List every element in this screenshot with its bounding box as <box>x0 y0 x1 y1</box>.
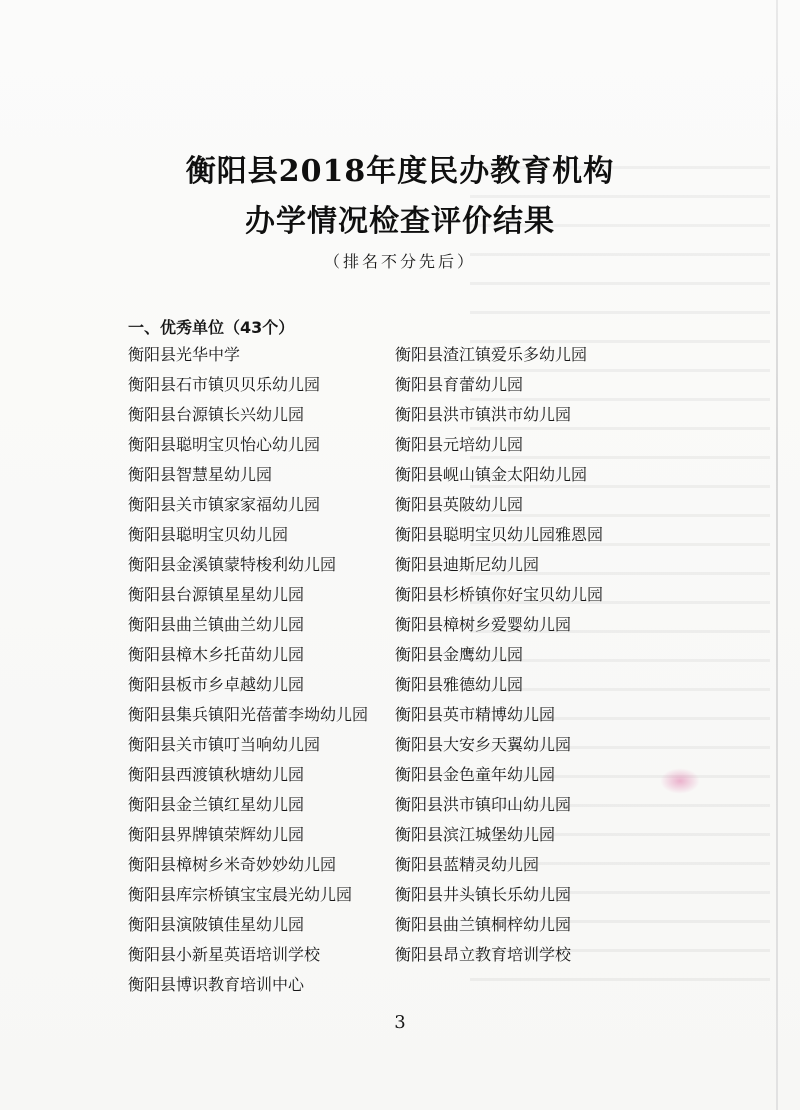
list-item: 衡阳县昂立教育培训学校 <box>395 945 572 964</box>
list-item: 衡阳县大安乡天翼幼儿园 <box>395 735 572 754</box>
list-item: 衡阳县关市镇叮当响幼儿园 <box>128 735 321 754</box>
list-item: 衡阳县西渡镇秋塘幼儿园 <box>128 765 305 784</box>
list-item: 衡阳县英陂幼儿园 <box>395 495 524 514</box>
list-item: 衡阳县元培幼儿园 <box>395 435 524 454</box>
ink-stain <box>660 768 700 794</box>
list-item: 衡阳县井头镇长乐幼儿园 <box>395 885 572 904</box>
list-item: 衡阳县金色童年幼儿园 <box>395 765 556 784</box>
list-item: 衡阳县博识教育培训中心 <box>128 975 305 994</box>
left-column-list <box>128 340 368 1000</box>
list-item: 衡阳县台源镇长兴幼儿园 <box>128 405 305 424</box>
list-item: 衡阳县集兵镇阳光蓓蕾李坳幼儿园 <box>128 705 369 724</box>
right-column-list <box>395 340 603 970</box>
list-item: 衡阳县曲兰镇曲兰幼儿园 <box>128 615 305 634</box>
list-item: 衡阳县关市镇家家福幼儿园 <box>128 495 321 514</box>
list-item: 衡阳县蓝精灵幼儿园 <box>395 855 540 874</box>
list-item: 衡阳县樟树乡米奇妙妙幼儿园 <box>128 855 337 874</box>
list-item: 衡阳县界牌镇荣辉幼儿园 <box>128 825 305 844</box>
list-item: 衡阳县杉桥镇你好宝贝幼儿园 <box>395 585 604 604</box>
list-item: 衡阳县樟木乡托苗幼儿园 <box>128 645 305 664</box>
list-item: 衡阳县聪明宝贝幼儿园雅恩园 <box>395 525 604 544</box>
section-heading: 一、优秀单位（43个） <box>128 318 295 337</box>
list-item: 衡阳县迪斯尼幼儿园 <box>395 555 540 574</box>
list-item: 衡阳县洪市镇印山幼儿园 <box>395 795 572 814</box>
list-item: 衡阳县曲兰镇桐梓幼儿园 <box>395 915 572 934</box>
list-item: 衡阳县滨江城堡幼儿园 <box>395 825 556 844</box>
page-number: 3 <box>394 1012 406 1033</box>
list-item: 衡阳县金溪镇蒙特梭利幼儿园 <box>128 555 337 574</box>
document-subtitle: （排名不分先后） <box>323 252 476 271</box>
list-item: 衡阳县渣江镇爱乐多幼儿园 <box>395 345 588 364</box>
list-item: 衡阳县育蕾幼儿园 <box>395 375 524 394</box>
list-item: 衡阳县英市精博幼儿园 <box>395 705 556 724</box>
list-item: 衡阳县光华中学 <box>128 345 241 364</box>
list-item: 衡阳县聪明宝贝幼儿园 <box>128 525 289 544</box>
list-item: 衡阳县小新星英语培训学校 <box>128 945 321 964</box>
list-item: 衡阳县雅德幼儿园 <box>395 675 524 694</box>
list-item: 衡阳县樟树乡爱婴幼儿园 <box>395 615 572 634</box>
list-item: 衡阳县台源镇星星幼儿园 <box>128 585 305 604</box>
document-title-line-1: 衡阳县2018年度民办教育机构 <box>185 154 615 189</box>
list-item: 衡阳县岘山镇金太阳幼儿园 <box>395 465 588 484</box>
list-item: 衡阳县金鹰幼儿园 <box>395 645 524 664</box>
list-item: 衡阳县洪市镇洪市幼儿园 <box>395 405 572 424</box>
list-item: 衡阳县石市镇贝贝乐幼儿园 <box>128 375 321 394</box>
list-item: 衡阳县智慧星幼儿园 <box>128 465 273 484</box>
list-item: 衡阳县聪明宝贝怡心幼儿园 <box>128 435 321 454</box>
list-item: 衡阳县库宗桥镇宝宝晨光幼儿园 <box>128 885 353 904</box>
list-item: 衡阳县金兰镇红星幼儿园 <box>128 795 305 814</box>
document-title-line-2: 办学情况检查评价结果 <box>245 204 555 239</box>
list-item: 衡阳县板市乡卓越幼儿园 <box>128 675 305 694</box>
list-item: 衡阳县演陂镇佳星幼儿园 <box>128 915 305 934</box>
